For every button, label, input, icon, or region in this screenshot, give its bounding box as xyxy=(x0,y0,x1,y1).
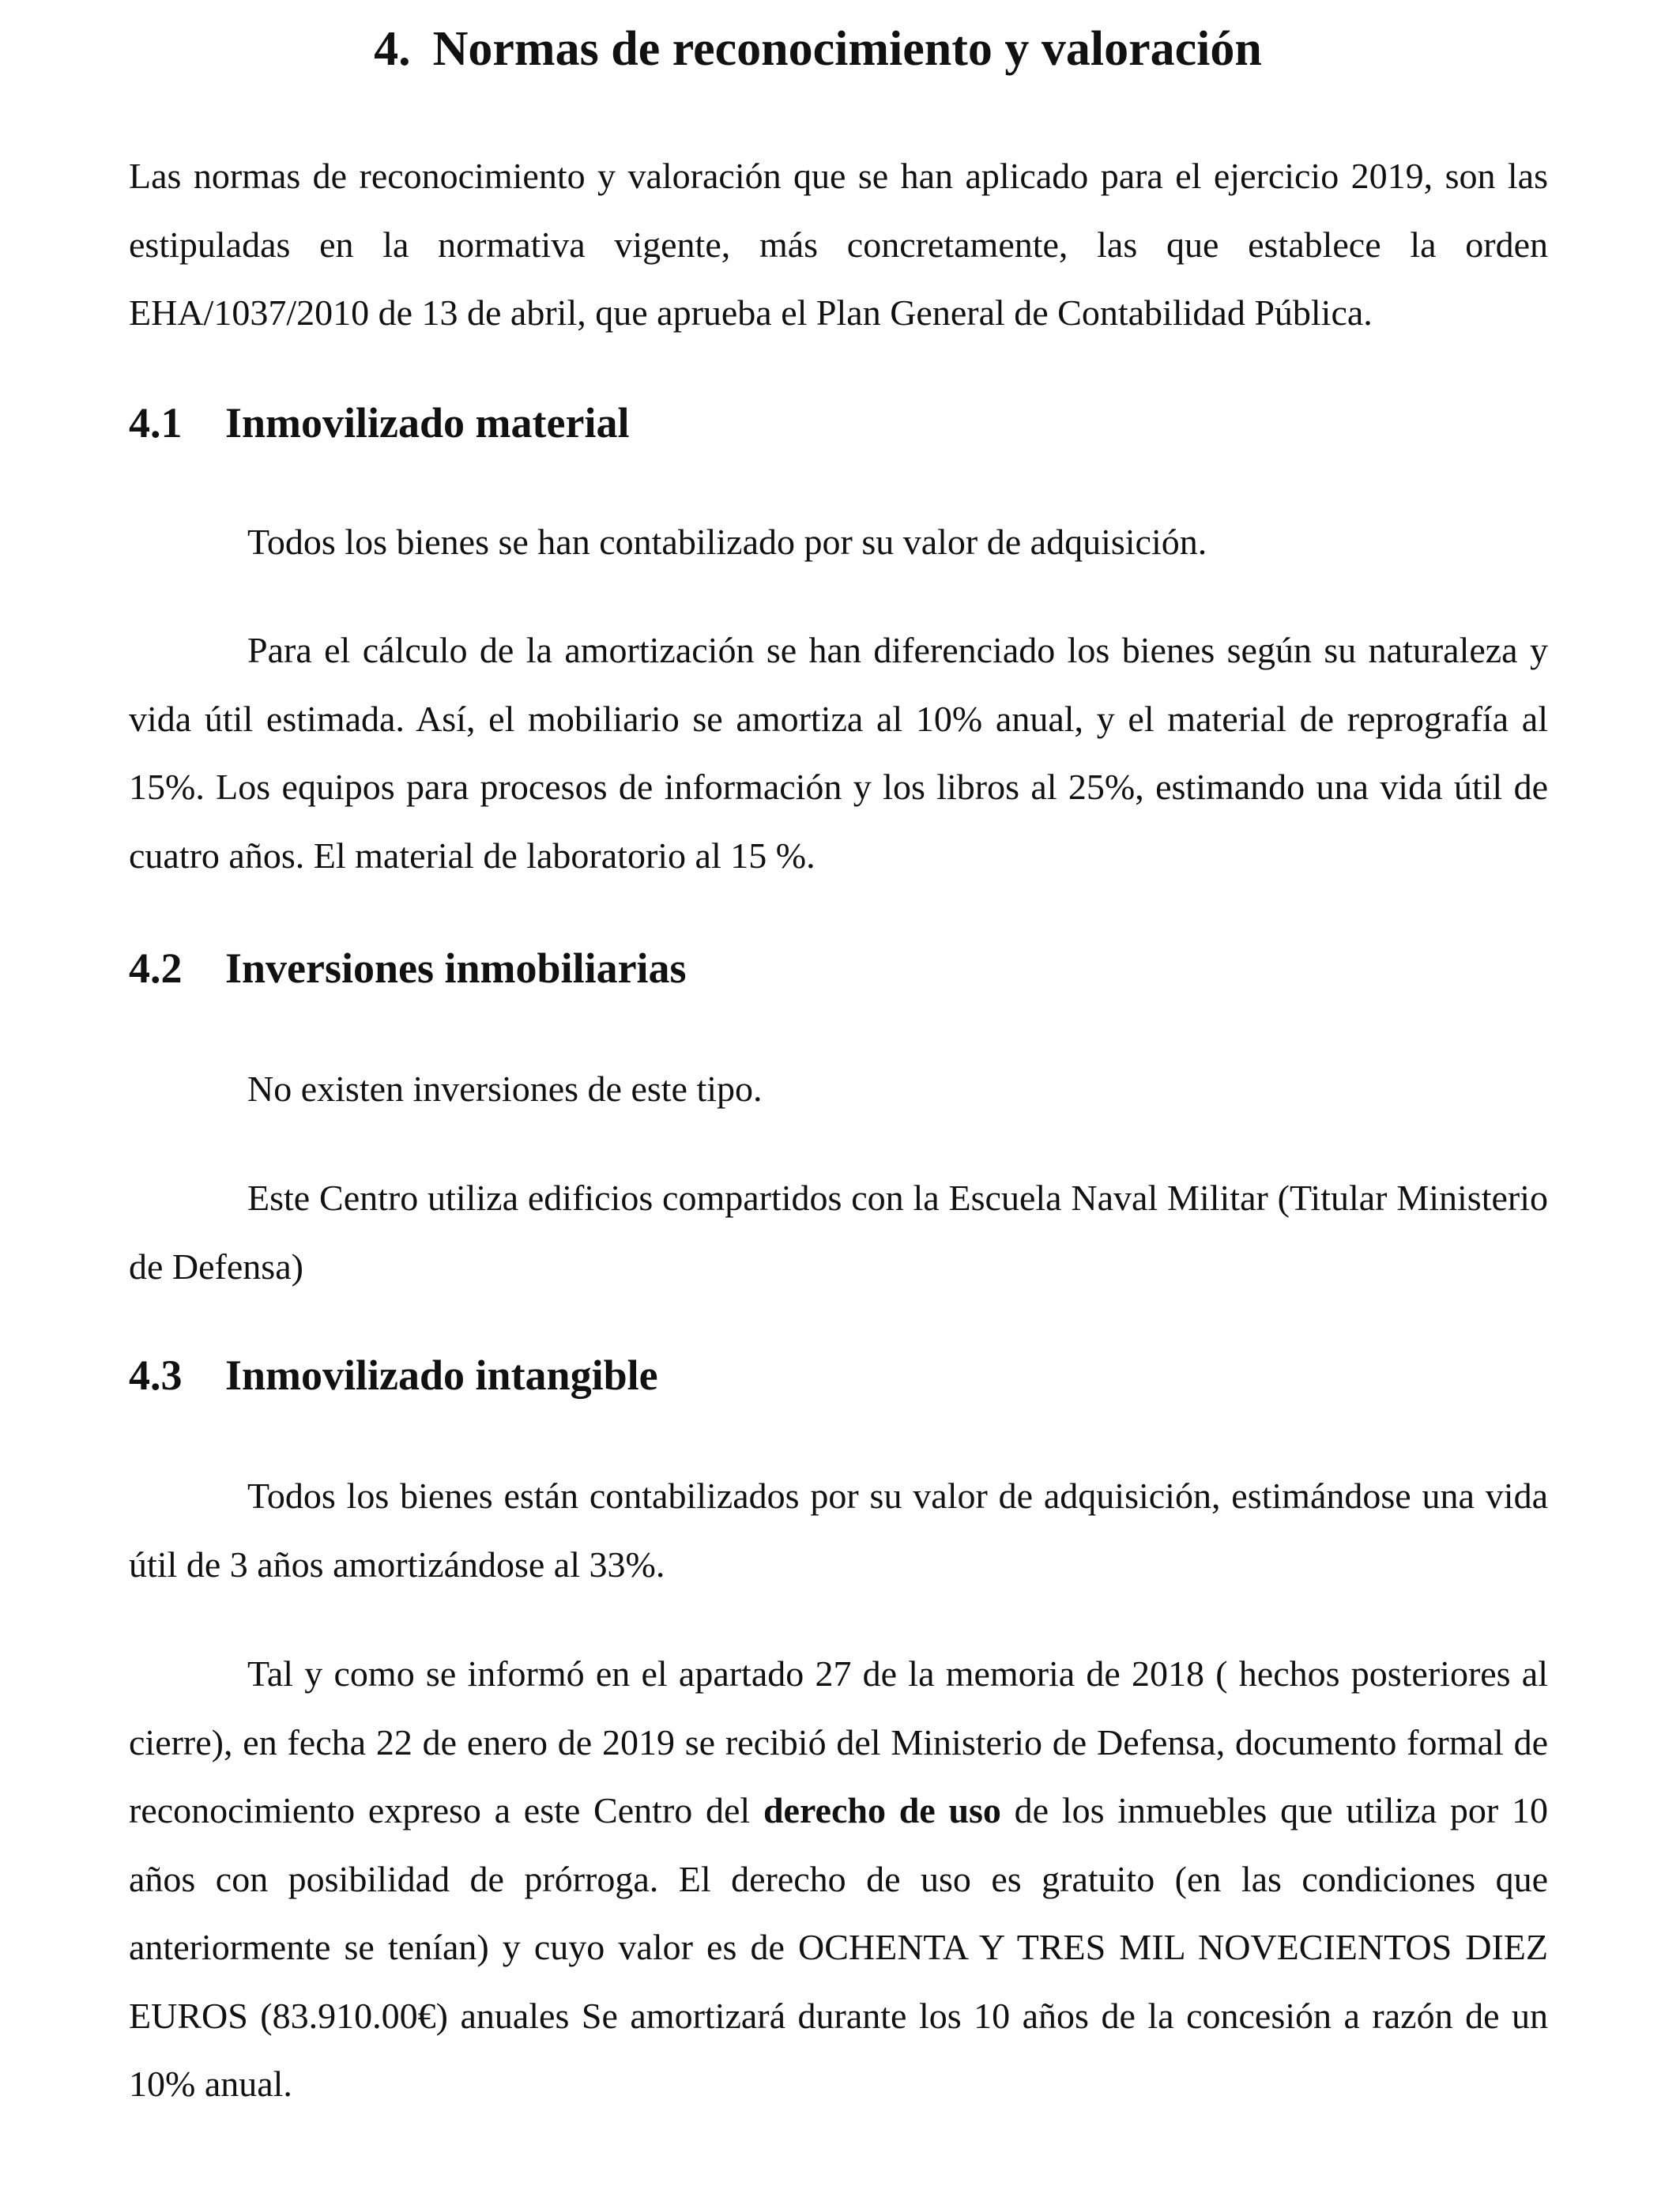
section-number: 4.1 xyxy=(129,399,183,447)
section-heading-4-1 xyxy=(129,395,629,450)
section-4-1-paragraph-1: Todos los bienes se han contabilizado por su valor de adquisición. xyxy=(247,522,1207,562)
section-title: Inversiones inmobiliarias xyxy=(225,944,687,992)
section-4-2-paragraph-2: Este Centro utiliza edificios compartidos con la Escuela Naval Militar (Titular Ministerio de Defensa) xyxy=(129,1178,1548,1287)
intro-paragraph: Las normas de reconocimiento y valoración que se han aplicado para el ejercicio 2019, son las estipuladas en la normativa vigente, más concretamente, las que establece la orden EHA/1037/2010 de 13 de abril, que aprueba el Plan General de Contabilidad Pública. xyxy=(129,156,1548,333)
section-4-3-paragraph-2 xyxy=(129,1640,1548,2119)
section-title: Inmovilizado material xyxy=(225,399,630,447)
section-heading-4-3 xyxy=(129,1348,658,1403)
section-4-1-paragraph-2: Para el cálculo de la amortización se han diferenciado los bienes según su naturaleza y vida útil estimada. Así, el mobiliario se amortiza al 10% anual, y el material de reprografía al 15%. Los equipos para procesos de información y los libros al 25%, estimando una vida útil de cuatro años. El material de laboratorio al 15 %. xyxy=(129,630,1548,876)
section-4-2-paragraph-1: No existen inversiones de este tipo. xyxy=(247,1069,763,1109)
title-number: 4. xyxy=(374,22,411,76)
bold-text-run: derecho de uso xyxy=(763,1790,1001,1830)
text-run: Tal y como se informó en el apartado 27 de la memoria de 2018 ( hechos posteriores al cierre), en fecha 22 de enero de 2019 se recibió del Ministerio de Defensa, documento formal de reconocimiento expreso a este Centro del xyxy=(129,1653,1548,1830)
section-number: 4.2 xyxy=(129,944,183,992)
section-4-3-paragraph-1: Todos los bienes están contabilizados por su valor de adquisición, estimándose una vida útil de 3 años amortizándose al 33%. xyxy=(129,1476,1548,1585)
title-text: Normas de reconocimiento y valoración xyxy=(432,22,1262,76)
text-run: de los inmuebles que utiliza por 10 años con posibilidad de prórroga. El derecho de uso es gratuito (en las condiciones que anteriormente se tenían) y cuyo valor es de OCHENTA Y TRES MIL NOVECIENTOS DIEZ EUROS (83.910.00€) anuales Se amortizará durante los 10 años de la concesión a razón de un 10% anual. xyxy=(129,1790,1548,2104)
section-heading-4-2 xyxy=(129,941,687,996)
section-number: 4.3 xyxy=(129,1351,183,1399)
page-title xyxy=(0,19,1636,79)
section-title: Inmovilizado intangible xyxy=(225,1351,658,1399)
